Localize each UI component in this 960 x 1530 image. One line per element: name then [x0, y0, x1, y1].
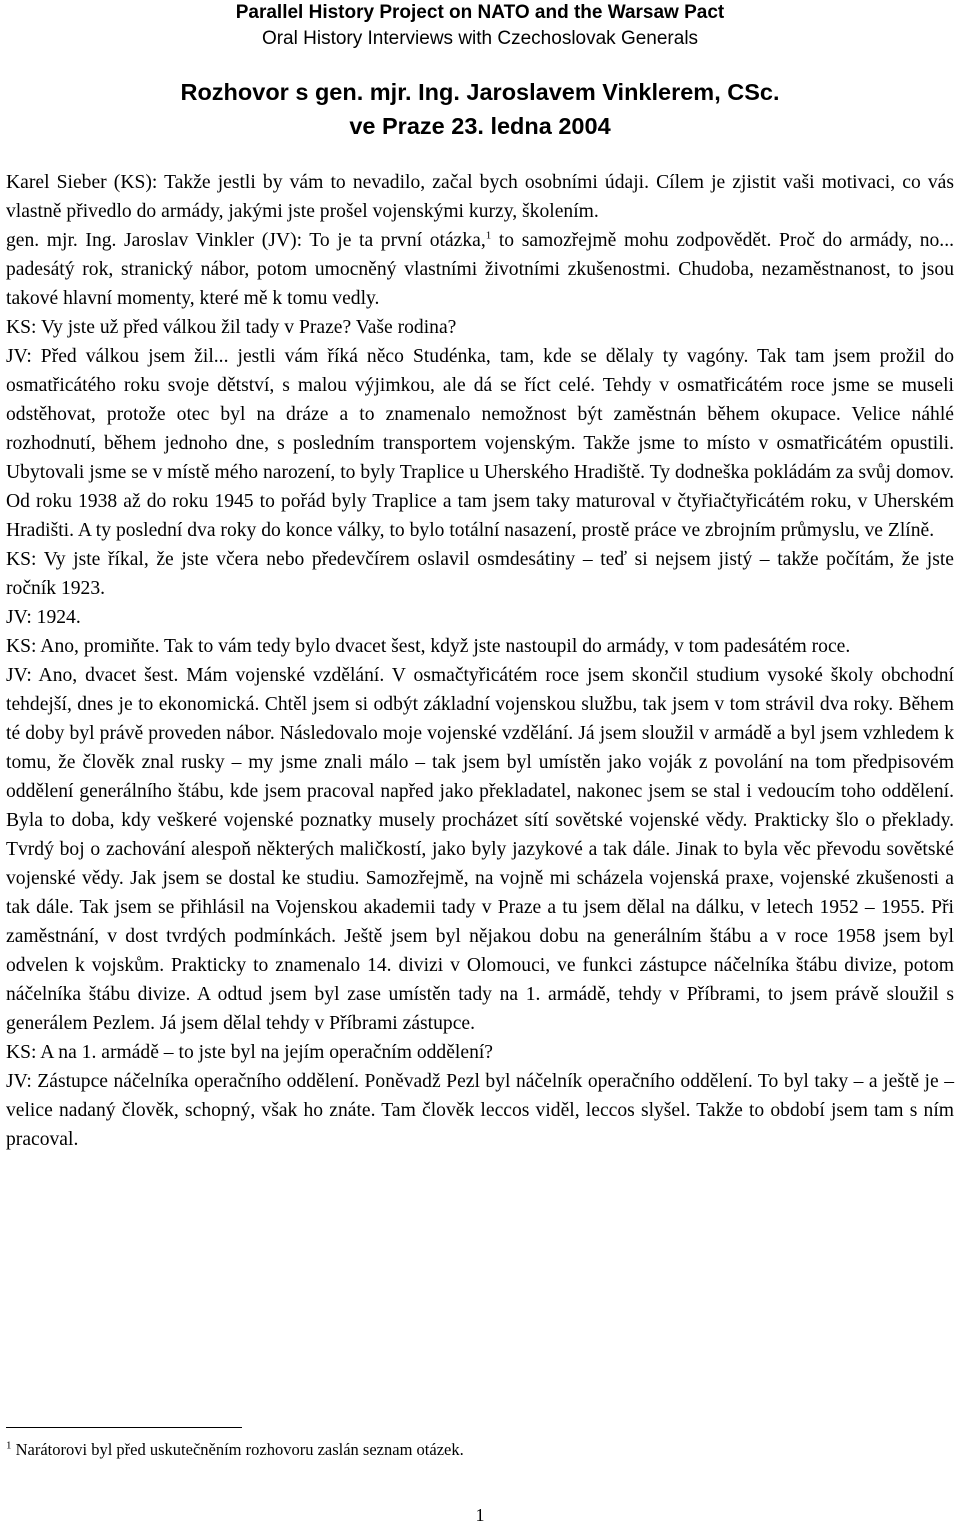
footnote: [6, 1438, 954, 1462]
paragraph: JV: 1924.: [6, 607, 81, 628]
paragraph-text: gen. mjr. Ing. Jaroslav Vinkler (JV): To je ta první otázka,: [6, 230, 486, 251]
paragraph: KS: Vy jste už před válkou žil tady v Praze? Vaše rodina?: [6, 317, 457, 338]
paragraph: JV: Před válkou jsem žil... jestli vám říká něco Studénka, tam, kde se dělaly ty vagóny. Tak tam jsem prožil do osmatřicátého roku svoje dětství, s malou výjimkou, ale dá se říct celé. Tehdy v osmatřicátém roce jsme se museli odstěhovat, protože otec byl na dráze a to znamenalo nemožnost být zaměstnán během okupace. Velice náhlé rozhodnutí, během jednoho dne, s posledním transportem vojenským. Takže jsme to místo v osmatřicátém opustili. Ubytovali jsme se v místě mého narození, to byly Traplice u Uherského Hradiště. Ty dodneška pokládám za svůj domov. Od roku 1938 až do roku 1945 to pořád byly Traplice a tam jsem taky maturoval v čtyřiačtyřicátém roku, v Uherském Hradišti. A ty poslední dva roky do konce války, to bylo totální nasazení, prostě práce ve zbrojním průmyslu, ve Zlíně.: [6, 346, 954, 541]
footnote-separator: [6, 1427, 242, 1428]
footnote-mark: 1: [6, 1439, 12, 1452]
paragraph-text: to samozřejmě mohu zodpovědět. Proč do armády, no... padesátý rok, stranický nábor, potom umocněný vlastními životními zkušenostmi. Chudoba, nezaměstnanost, to jsou takové hlavní momenty, které mě k tomu vedly.: [6, 230, 954, 309]
paragraph: KS: Vy jste říkal, že jste včera nebo předevčírem oslavil osmdesátiny – teď si nejsem jistý – takže počítám, že jste ročník 1923.: [6, 549, 954, 599]
paragraph: Karel Sieber (KS): Takže jestli by vám to nevadilo, začal bych osobními údaji. Cílem je zjistit vaši motivaci, co vás vlastně přivedlo do armády, jakými jste prošel vojenskými kurzy, školením.: [6, 172, 954, 222]
paragraph: [6, 226, 954, 313]
interview-body: [6, 168, 954, 1154]
paragraph: JV: Zástupce náčelníka operačního oddělení. Poněvadž Pezl byl náčelník operačního oddělení. To byl taky – a ještě je – velice nadaný člověk, schopný, však ho znáte. Tam člověk leccos viděl, leccos slyšel. Takže to období jsem tam s ním pracoval.: [6, 1071, 954, 1150]
project-title: Parallel History Project on NATO and the Warsaw Pact: [235, 2, 725, 23]
footnote-reference[interactable]: 1: [485, 229, 492, 242]
footnote-text: Narátorovi byl před uskutečněním rozhovoru zaslán seznam otázek.: [15, 1440, 464, 1459]
interview-date: ve Praze 23. ledna 2004: [349, 113, 611, 139]
page-number: 1: [475, 1505, 485, 1525]
project-subtitle: Oral History Interviews with Czechoslovak Generals: [261, 28, 699, 49]
paragraph: KS: A na 1. armádě – to jste byl na jejím operačním oddělení?: [6, 1042, 494, 1063]
paragraph: JV: Ano, dvacet šest. Mám vojenské vzdělání. V osmačtyřicátém roce jsem skončil studium vysoké školy obchodní tehdejší, dnes je to ekonomická. Chtěl jsem si odbýt základní vojenskou službu, tak jsem v tom strávil dva roky. Během té doby byl právě proveden nábor. Následovalo moje vojenské vzdělání. Já jsem sloužil v armádě a byl jsem vzhledem k tomu, že člověk znal rusky – my jsme znali málo – tak jsem byl umístěn jako voják z povolání na tom předpisovém oddělení generálního štábu, kde jsem pracoval napřed jako překladatel, nakonec jsem se stal i vedoucím toho oddělení. Byla to doba, kdy veškeré vojenské poznatky musely procházet sítí sovětské vojenské vědy. Prakticky šlo o překlady. Tvrdý boj o zachování alespoň některých maličkostí, jako byly jazykové a tak dále. Jinak to byla věc převodu sovětské vojenské vědy. Jak jsem se dostal ke studiu. Samozřejmě, na vojně mi scházela vojenská praxe, vojenské zkušenosti a tak dále. Tak jsem se přihlásil na Vojenskou akademii tady v Praze a tu jsem dělal na dálku, v letech 1952 – 1955. Při zaměstnání, v dost tvrdých podmínkách. Ještě jsem byl nějakou dobu na generálním štábu a v roce 1958 jsem byl odvelen k vojskům. Prakticky to znamenalo 14. divizi v Olomouci, ve funkci zástupce náčelníka štábu divize, potom náčelníka štábu divize. A odtud jsem byl zase umístěn tady na 1. armádě, tehdy v Příbrami, to jsem právě sloužil s generálem Pezlem. Já jsem dělal tehdy v Příbrami zástupce.: [6, 665, 954, 1034]
interview-title: Rozhovor s gen. mjr. Ing. Jaroslavem Vinklerem, CSc.: [180, 79, 780, 105]
paragraph: KS: Ano, promiňte. Tak to vám tedy bylo dvacet šest, když jste nastoupil do armády, v tom padesátém roce.: [6, 636, 851, 657]
